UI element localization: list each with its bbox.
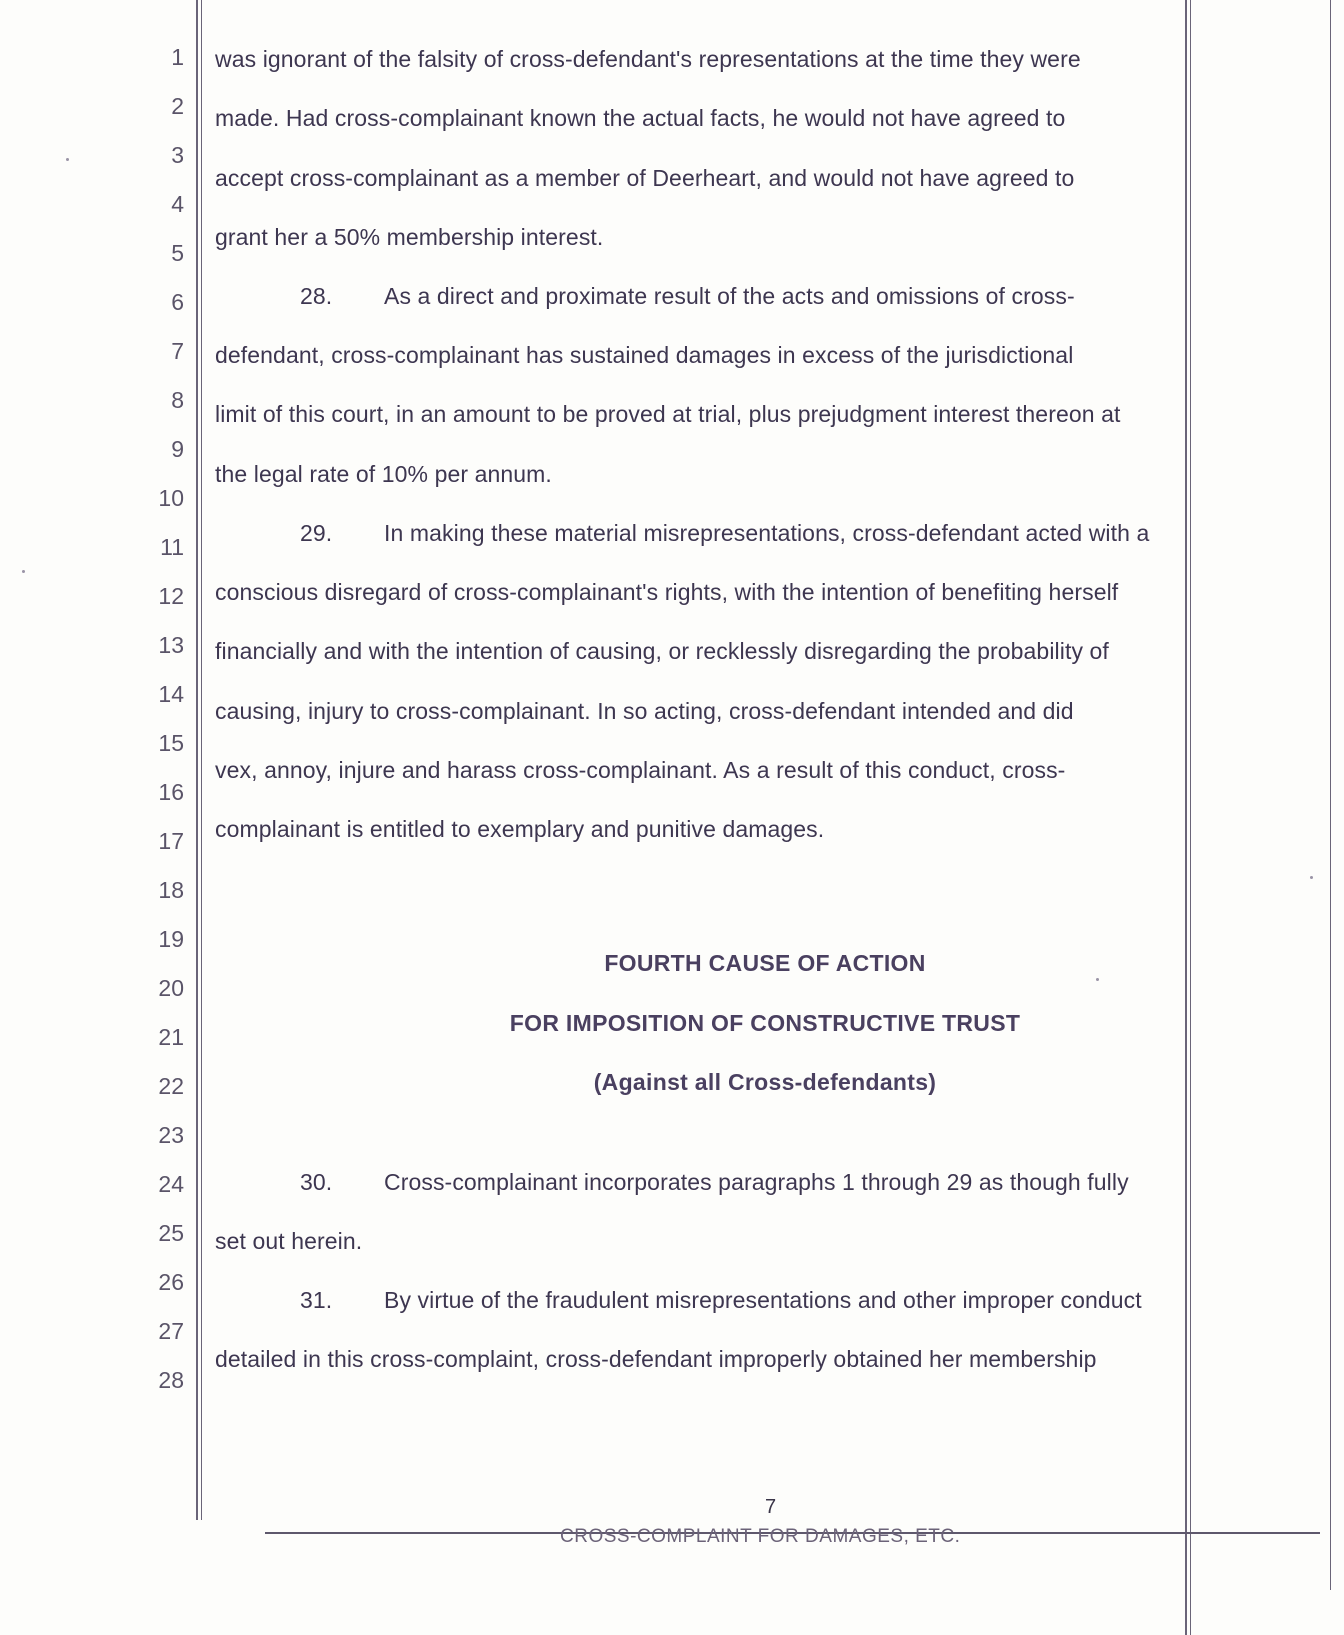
- line-number: 23: [158, 1122, 184, 1148]
- paragraph-30-first-line: [300, 1169, 1129, 1196]
- line-number: 5: [171, 240, 184, 266]
- text-line: financially and with the intention of causing, or recklessly disregarding the probability of: [215, 638, 1109, 664]
- text-line: vex, annoy, injure and harass cross-complainant. As a result of this conduct, cross-: [215, 757, 1066, 783]
- against-parties-subheading: (Against all Cross-defendants): [593, 1069, 937, 1095]
- line-number: 24: [158, 1171, 184, 1197]
- line-number: 18: [158, 877, 184, 903]
- text-line: accept cross-complainant as a member of Deerheart, and would not have agreed to: [215, 165, 1075, 191]
- text-line: By virtue of the fraudulent misrepresentations and other improper conduct: [384, 1287, 1142, 1313]
- line-number: 6: [171, 289, 184, 315]
- text-line: defendant, cross-complainant has sustained damages in excess of the jurisdictional: [215, 342, 1074, 368]
- paragraph-29-first-line: [300, 520, 1149, 547]
- text-line: conscious disregard of cross-complainant's rights, with the intention of benefiting herself: [215, 579, 1119, 605]
- line-number: 15: [158, 730, 184, 756]
- paragraph-28-first-line: [300, 283, 1075, 310]
- text-line: set out herein.: [215, 1228, 363, 1254]
- page-number: 7: [765, 1496, 777, 1518]
- line-number: 21: [158, 1024, 184, 1050]
- line-number: 20: [158, 975, 184, 1001]
- left-margin-rule: [196, 0, 198, 1520]
- line-number: 1: [171, 44, 184, 70]
- line-number: 9: [171, 436, 184, 462]
- line-number: 25: [158, 1220, 184, 1246]
- line-number: 19: [158, 926, 184, 952]
- text-line: causing, injury to cross-complainant. In so acting, cross-defendant intended and did: [215, 698, 1074, 724]
- line-number: 28: [158, 1367, 184, 1393]
- right-margin-rule: [1185, 0, 1187, 1635]
- scan-speck: [66, 158, 69, 161]
- text-line: Cross-complainant incorporates paragraphs 1 through 29 as though fully: [384, 1169, 1129, 1195]
- line-number: 7: [171, 338, 184, 364]
- text-line: In making these material misrepresentations, cross-defendant acted with a: [384, 520, 1150, 546]
- line-number: 3: [171, 142, 184, 168]
- paragraph-number: 29.: [300, 520, 333, 546]
- line-number: 11: [160, 534, 184, 560]
- footer-title: CROSS-COMPLAINT FOR DAMAGES, ETC.: [560, 1526, 961, 1547]
- cause-of-action-heading: FOURTH CAUSE OF ACTION: [604, 950, 926, 976]
- scan-speck: [1096, 978, 1099, 981]
- line-number: 2: [171, 93, 184, 119]
- line-number: 10: [158, 485, 184, 511]
- right-margin-rule-inner: [1190, 0, 1191, 1635]
- line-number: 27: [158, 1318, 184, 1344]
- line-number: 8: [171, 387, 184, 413]
- text-line: made. Had cross-complainant known the actual facts, he would not have agreed to: [215, 105, 1066, 131]
- paragraph-number: 31.: [300, 1287, 333, 1313]
- line-number: 17: [158, 828, 184, 854]
- text-line: As a direct and proximate result of the acts and omissions of cross-: [384, 283, 1075, 309]
- line-number: 22: [158, 1073, 184, 1099]
- line-number: 16: [158, 779, 184, 805]
- text-line: limit of this court, in an amount to be proved at trial, plus prejudgment interest thereon at: [215, 401, 1121, 427]
- line-number: 26: [158, 1269, 184, 1295]
- line-number: 14: [158, 681, 184, 707]
- scan-speck: [1310, 876, 1313, 879]
- cause-of-action-title: FOR IMPOSITION OF CONSTRUCTIVE TRUST: [509, 1010, 1021, 1036]
- text-line: the legal rate of 10% per annum.: [215, 461, 552, 487]
- paragraph-number: 28.: [300, 283, 333, 309]
- paragraph-31-first-line: [300, 1287, 1142, 1314]
- line-number: 12: [158, 583, 184, 609]
- right-edge-rule: [1330, 0, 1331, 1590]
- line-number: 4: [171, 191, 184, 217]
- scan-speck: [22, 570, 25, 573]
- line-number: 13: [158, 632, 184, 658]
- text-line: complainant is entitled to exemplary and punitive damages.: [215, 816, 825, 842]
- left-margin-rule-inner: [201, 0, 202, 1520]
- text-line: detailed in this cross-complaint, cross-defendant improperly obtained her membership: [215, 1346, 1097, 1372]
- text-line: was ignorant of the falsity of cross-defendant's representations at the time they were: [215, 46, 1081, 72]
- text-line: grant her a 50% membership interest.: [215, 224, 604, 250]
- paragraph-number: 30.: [300, 1169, 333, 1195]
